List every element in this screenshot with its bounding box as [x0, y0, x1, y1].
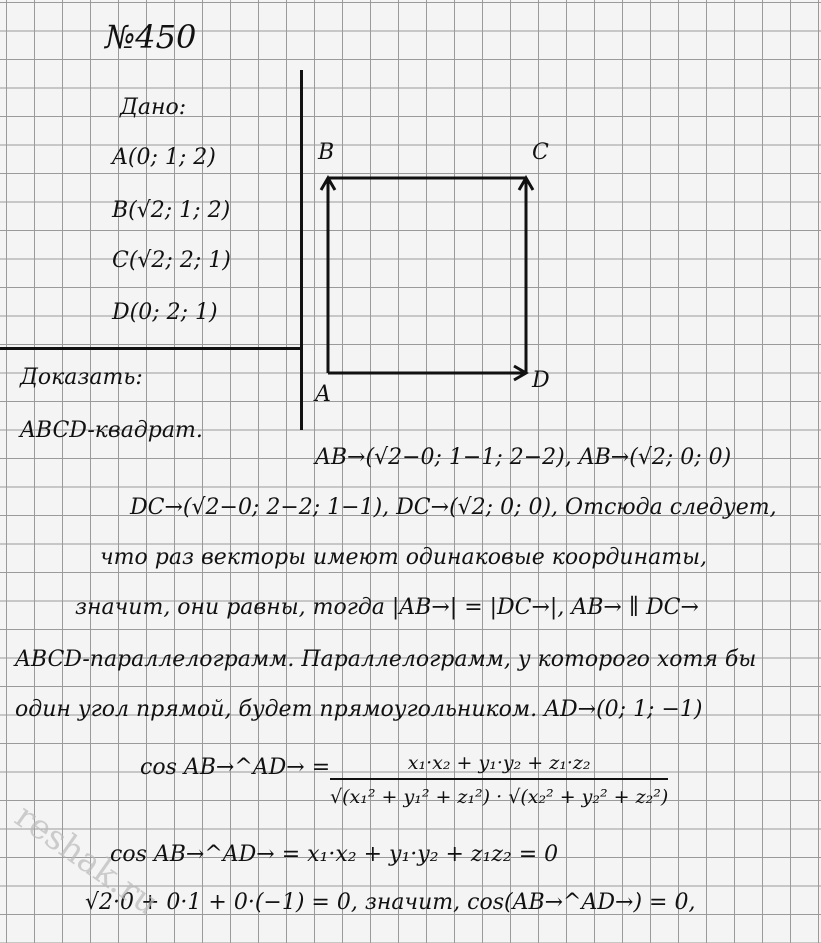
solution-line-3: что раз векторы имеют одинаковые координаты, [100, 545, 707, 570]
point-b: B(√2; 1; 2) [112, 198, 231, 223]
formula-fraction [330, 752, 668, 808]
prove-label: Доказать: [20, 365, 143, 390]
conclusion-line: √2·0 + 0·1 + 0·(−1) = 0, значит, cos(AB→^AD→) = 0, [85, 890, 696, 915]
solution-line-1: AB→(√2−0; 1−1; 2−2), AB→(√2; 0; 0) [315, 445, 732, 470]
formula-denominator: √(x₁² + y₁² + z₁²) · √(x₂² + y₂² + z₂²) [330, 786, 669, 808]
solution-line-2: DC→(√2−0; 2−2; 1−1), DC→(√2; 0; 0), Отсюда следует, [130, 495, 777, 520]
solution-line-5: ABCD-параллелограмм. Параллелограмм, у которого хотя бы [15, 647, 757, 672]
prove-statement: ABCD-квадрат. [20, 418, 203, 443]
label-b: B [318, 140, 335, 165]
formula-lhs: cos AB→^AD→ = [140, 755, 331, 780]
watermark: reshak.ru [7, 796, 167, 924]
label-d: D [532, 368, 550, 393]
solution-line-4: значит, они равны, тогда |AB→| = |DC→|, AB→ ∥ DC→ [75, 595, 699, 620]
solution-line-6: один угол прямой, будет прямоугольником. AD→(0; 1; −1) [15, 697, 703, 722]
point-d: D(0; 2; 1) [112, 300, 218, 325]
given-label: Дано: [120, 95, 187, 120]
formula-numerator: x₁·x₂ + y₁·y₂ + z₁·z₂ [330, 752, 668, 780]
point-c: C(√2; 2; 1) [112, 248, 231, 273]
cos-zero-line: cos AB→^AD→ = x₁·x₂ + y₁·y₂ + z₁z₂ = 0 [110, 842, 559, 867]
point-a: A(0; 1; 2) [112, 145, 216, 170]
label-a: A [315, 382, 331, 407]
problem-number: №450 [105, 18, 197, 56]
label-c: C [532, 140, 549, 165]
